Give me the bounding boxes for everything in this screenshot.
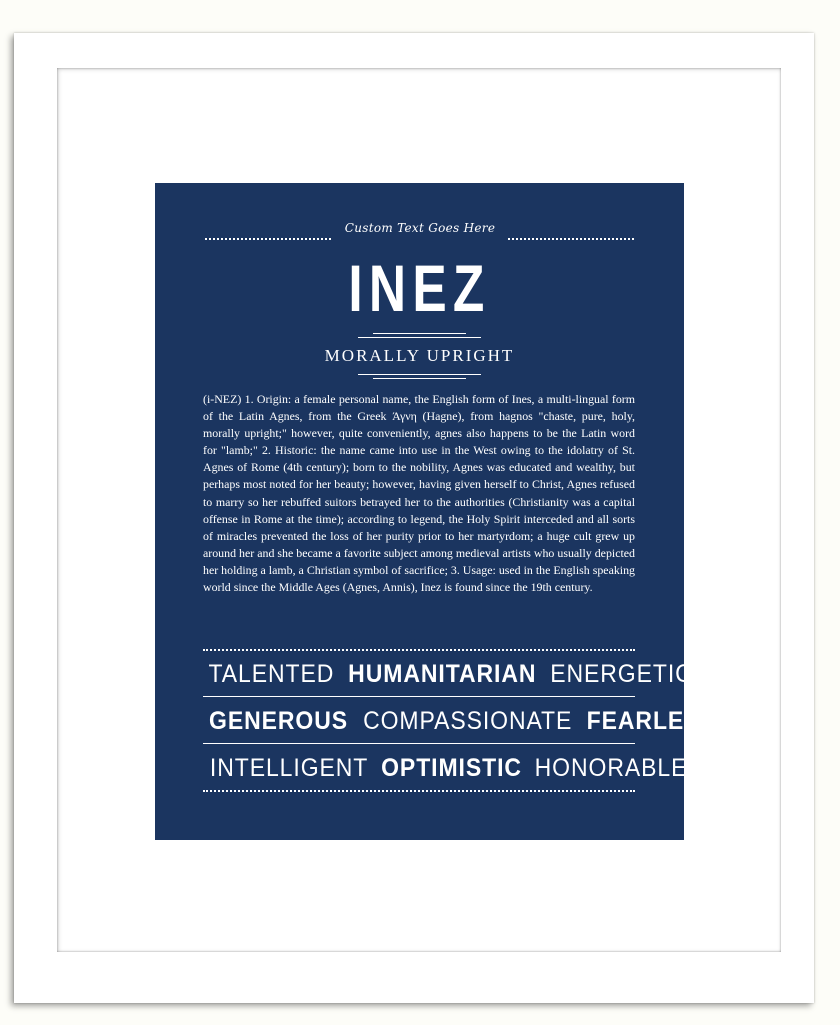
name-description — [203, 391, 635, 596]
trait-word: FEARLESS — [587, 706, 718, 735]
meaning-underline-rule-2 — [373, 378, 466, 379]
traits-bottom-dotted-rule — [203, 790, 635, 792]
trait-word: HONORABLE — [534, 753, 688, 782]
trait-word: COMPASSIONATE — [363, 706, 573, 735]
name-meaning: MORALLY UPRIGHT — [324, 346, 515, 365]
traits-row-3 — [203, 752, 688, 784]
traits-top-dotted-rule — [203, 649, 635, 651]
meaning-underline-rule — [358, 374, 481, 375]
trait-word: ENERGETIC — [550, 659, 693, 688]
name-underline-rule — [373, 333, 466, 334]
name-underline-rule-2 — [358, 337, 481, 338]
trait-word: GENEROUS — [209, 706, 349, 735]
name-print — [155, 183, 718, 840]
picture-frame — [14, 33, 814, 1003]
top-right-dotted-rule — [508, 238, 634, 240]
trait-word: TALENTED — [208, 659, 335, 688]
trait-word: HUMANITARIAN — [347, 659, 537, 688]
trait-word: OPTIMISTIC — [381, 753, 523, 782]
top-left-dotted-rule — [205, 238, 331, 240]
name-title: INEZ — [348, 251, 491, 325]
trait-word: INTELLIGENT — [209, 753, 369, 782]
traits-row-1 — [203, 658, 693, 690]
traits-divider-1 — [203, 696, 635, 697]
custom-text: Custom Text Goes Here — [344, 221, 496, 235]
traits-row-2 — [203, 705, 718, 737]
description-text: (i-NEZ) 1. Origin: a female personal name, the English form of Ines, a multi-lingual form of the Latin Agnes, from the Greek Άγνη (Hagne), from hagnos "chaste, pure, holy, morally upright;" however, quite conveniently, agnes also happens to be the Latin word for "lamb;" 2. Historic: the name came into use in the West owing to the idolatry of St. Agnes of Rome (4th century); born to the nobility, Agnes was educated and wealthy, but perhaps most noted for her beauty; however, having given herself to Christ, Agnes refused to marry so her rebuffed suitors betrayed her to the authorities (Christianity was a capital offense in Rome at the time); according to legend, the Holy Spirit interceded and all sorts of miracles prevented the loss of her purity prior to her martyrdom; a huge cult grew up around her and she became a favorite subject among medieval artists who usually depicted her holding a lamb, a Christian symbol of sacrifice; 3. Usage: used in the English speaking world since the Middle Ages (Agnes, Annis), Inez is found since the 19th century. — [203, 392, 635, 595]
traits-divider-2 — [203, 743, 635, 744]
frame-mat — [57, 68, 781, 952]
